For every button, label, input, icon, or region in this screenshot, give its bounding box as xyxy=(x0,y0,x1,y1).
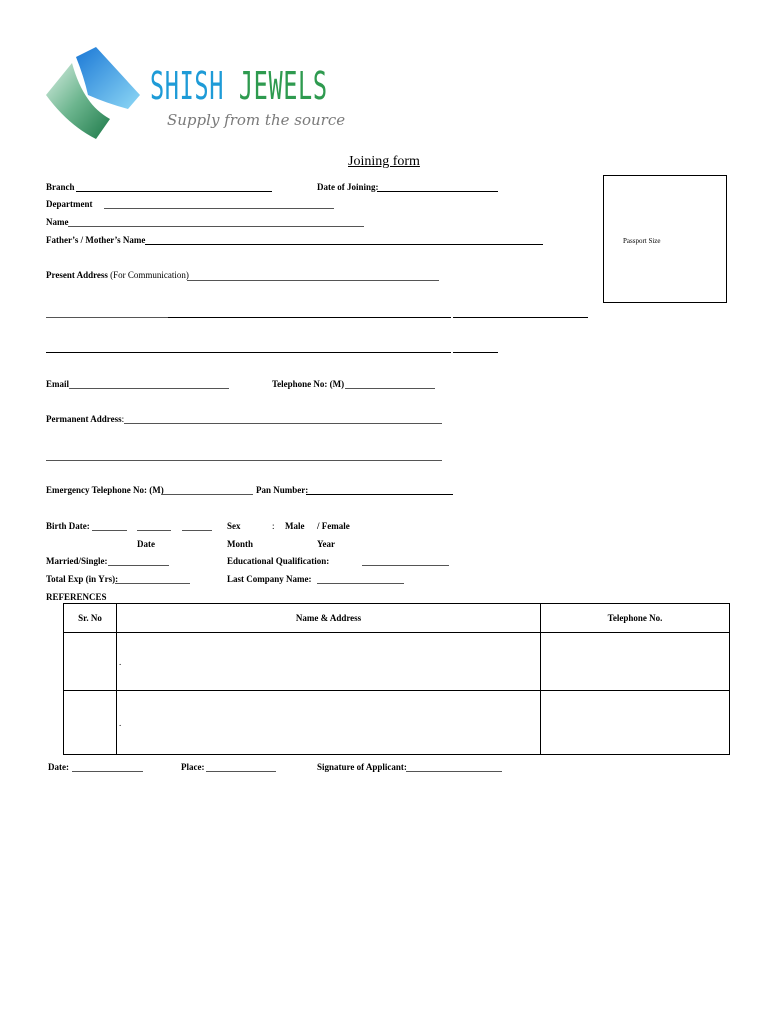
footer-place-field[interactable] xyxy=(206,771,276,772)
present-address-label xyxy=(46,270,189,280)
ref-2-sr-no[interactable] xyxy=(64,691,117,755)
present-address-field-3a[interactable] xyxy=(46,352,451,353)
parent-name-field[interactable] xyxy=(145,244,543,245)
parent-name-label: Father’s / Mother’s Name xyxy=(46,235,146,245)
brand-tagline: Supply from the source xyxy=(167,111,346,129)
brand-name-part2: JEWELS xyxy=(238,64,328,108)
sex-colon: : xyxy=(272,521,275,531)
email-label: Email xyxy=(46,379,70,389)
footer-place-text: Place xyxy=(181,762,202,772)
date-of-joining-field[interactable] xyxy=(377,191,498,192)
marital-status-field[interactable] xyxy=(108,565,169,566)
emergency-telephone-field[interactable] xyxy=(162,494,253,495)
passport-photo-box xyxy=(603,175,727,303)
references-heading: REFERENCES xyxy=(46,592,107,602)
telephone-label: Telephone No: (M) xyxy=(272,379,345,389)
brand-name-part1: SHISH xyxy=(150,64,225,108)
references-header-row xyxy=(64,604,730,633)
logo-mark-icon xyxy=(44,45,144,141)
birth-date-month-sublabel: Month xyxy=(227,539,254,549)
header-name-address: Name & Address xyxy=(117,604,541,633)
footer-signature-field[interactable] xyxy=(406,771,502,772)
present-address-note: (For Communication) xyxy=(110,270,189,280)
sex-label: Sex xyxy=(227,521,241,531)
ref-2-name-address[interactable]: . xyxy=(117,691,541,755)
date-of-joining-label: Date of Joining: xyxy=(317,182,379,192)
present-address-field-2b[interactable] xyxy=(168,317,451,318)
pan-number-field[interactable] xyxy=(306,494,453,495)
footer-date-text: Date xyxy=(48,762,66,772)
ref-1-telephone[interactable] xyxy=(541,633,730,691)
pan-number-label: Pan Number: xyxy=(256,485,309,495)
table-row xyxy=(64,633,730,691)
present-address-field-1[interactable] xyxy=(187,280,439,281)
permanent-address-label: Permanent Address: xyxy=(46,414,125,424)
present-address-title: Present Address xyxy=(46,270,108,280)
footer-date-field[interactable] xyxy=(72,771,143,772)
ref-1-name-address[interactable]: . xyxy=(117,633,541,691)
footer-date-label: Date: xyxy=(48,762,69,772)
form-title: Joining form xyxy=(348,154,420,169)
last-company-label: Last Company Name: xyxy=(227,574,312,584)
header-sr-no: Sr. No xyxy=(64,604,117,633)
name-label: Name xyxy=(46,217,69,227)
ref-2-telephone[interactable] xyxy=(541,691,730,755)
birth-date-year-field[interactable] xyxy=(182,530,212,531)
emergency-telephone-label: Emergency Telephone No: (M) xyxy=(46,485,164,495)
birth-date-day-sublabel: Date xyxy=(137,539,155,549)
references-table xyxy=(63,603,730,755)
ref-1-sr-no[interactable] xyxy=(64,633,117,691)
telephone-field[interactable] xyxy=(345,388,435,389)
footer-signature-text: Signature of Applicant xyxy=(317,762,404,772)
brand-name xyxy=(150,64,328,108)
total-experience-label: Total Exp (in Yrs): xyxy=(46,574,119,584)
department-label: Department xyxy=(46,199,93,209)
permanent-address-field-1[interactable] xyxy=(124,423,442,424)
education-field[interactable] xyxy=(362,565,449,566)
total-experience-field[interactable] xyxy=(115,583,190,584)
branch-field[interactable] xyxy=(76,191,272,192)
birth-date-label: Birth Date: xyxy=(46,521,90,531)
sex-male-option[interactable]: Male xyxy=(285,521,305,531)
passport-photo-label: Passport Size xyxy=(623,237,661,245)
permanent-address-title: Permanent Address xyxy=(46,414,122,424)
present-address-field-2c[interactable] xyxy=(453,317,588,318)
birth-date-month-field[interactable] xyxy=(137,530,171,531)
footer-place-label: Place: xyxy=(181,762,205,772)
sex-female-option[interactable]: / Female xyxy=(317,521,350,531)
permanent-address-field-2[interactable] xyxy=(46,460,442,461)
department-field[interactable] xyxy=(104,208,334,209)
branch-label: Branch xyxy=(46,182,75,192)
present-address-field-2a[interactable] xyxy=(46,317,168,318)
marital-status-label: Married/Single: xyxy=(46,556,108,566)
table-row xyxy=(64,691,730,755)
company-logo xyxy=(44,45,144,141)
birth-date-day-field[interactable] xyxy=(92,530,127,531)
email-field[interactable] xyxy=(69,388,229,389)
footer-signature-label: Signature of Applicant: xyxy=(317,762,407,772)
name-field[interactable] xyxy=(68,226,364,227)
birth-date-year-sublabel: Year xyxy=(317,539,335,549)
header-telephone: Telephone No. xyxy=(541,604,730,633)
present-address-field-3b[interactable] xyxy=(453,352,498,353)
education-label: Educational Qualification: xyxy=(227,556,330,566)
last-company-field[interactable] xyxy=(317,583,404,584)
